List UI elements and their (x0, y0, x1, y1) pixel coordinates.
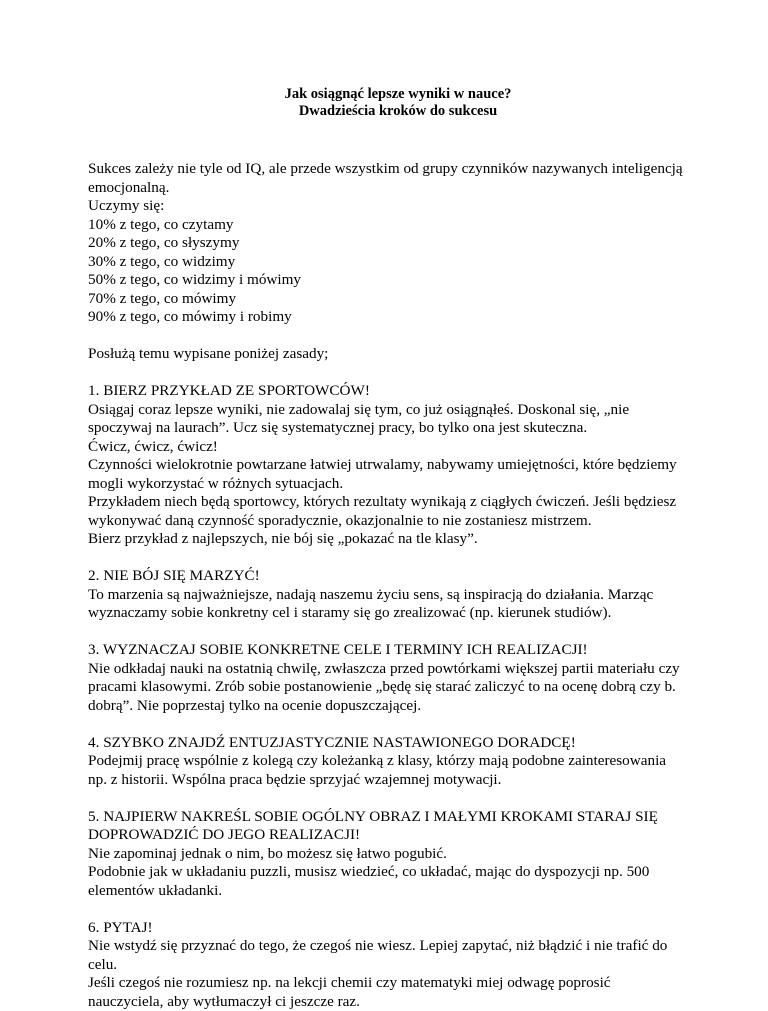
section-heading: 4. SZYBKO ZNAJDŹ ENTUZJASTYCZNIE NASTAWIONEGO DORADCĘ! (88, 734, 688, 753)
document-title (108, 86, 688, 120)
title-line-1: Jak osiągnąć lepsze wyniki w nauce? (108, 86, 688, 103)
section-line: Jeśli czegoś nie rozumiesz np. na lekcji chemii czy matematyki miej odwagę poprosić nauczyciela, aby wytłumaczył ci jeszcze raz. (88, 974, 688, 1011)
section-4 (88, 734, 688, 790)
spacer (88, 327, 688, 346)
learn-item: 30% z tego, co widzimy (88, 253, 688, 272)
learn-label: Uczymy się: (88, 197, 688, 216)
section-line: Nie zapominaj jednak o nim, bo możesz się łatwo pogubić. (88, 845, 688, 864)
section-line: Podejmij pracę wspólnie z kolegą czy koleżanką z klasy, którzy mają podobne zainteresowania np. z historii. Wspólna praca będzie sprzyjać wzajemnej motywacji. (88, 752, 688, 789)
document-page (88, 86, 688, 1011)
section-heading: 2. NIE BÓJ SIĘ MARZYĆ! (88, 567, 688, 586)
intro-block (88, 160, 688, 364)
title-line-2: Dwadzieścia kroków do sukcesu (108, 103, 688, 120)
section-line: To marzenia są najważniejsze, nadają naszemu życiu sens, są inspiracją do działania. Marząc wyznaczamy sobie konkretny cel i staramy się go zrealizować (np. kierunek studiów). (88, 586, 688, 623)
section-line: Przykładem niech będą sportowcy, których rezultaty wynikają z ciągłych ćwiczeń. Jeśli będziesz wykonywać daną czynność sporadycznie, okazjonalnie to nie zostaniesz mistrzem. (88, 493, 688, 530)
section-heading: 5. NAJPIERW NAKREŚL SOBIE OGÓLNY OBRAZ I MAŁYMI KROKAMI STARAJ SIĘ DOPROWADZIĆ DO JEGO REALIZACJI! (88, 808, 688, 845)
section-3 (88, 641, 688, 715)
section-6 (88, 919, 688, 1011)
section-line: Osiągaj coraz lepsze wyniki, nie zadowalaj się tym, co już osiągnąłeś. Doskonal się, „nie spoczywaj na laurach”. Ucz się systematycznej pracy, bo tylko ona jest skuteczna. (88, 401, 688, 438)
section-line: Ćwicz, ćwicz, ćwicz! (88, 438, 688, 457)
section-line: Nie odkładaj nauki na ostatnią chwilę, zwłaszcza przed powtórkami większej partii materiału czy pracami klasowymi. Zrób sobie postanowienie „będę się starać zaliczyć to na ocenę dobrą czy b. dobrą”. Nie poprzestaj tylko na ocenie dopuszczającej. (88, 660, 688, 716)
section-line: Bierz przykład z najlepszych, nie bój się „pokazać na tle klasy”. (88, 530, 688, 549)
section-2 (88, 567, 688, 623)
section-heading: 3. WYZNACZAJ SOBIE KONKRETNE CELE I TERMINY ICH REALIZACJI! (88, 641, 688, 660)
section-heading: 6. PYTAJ! (88, 919, 688, 938)
rules-intro: Posłużą temu wypisane poniżej zasady; (88, 345, 688, 364)
learn-item: 20% z tego, co słyszymy (88, 234, 688, 253)
section-heading: 1. BIERZ PRZYKŁAD ZE SPORTOWCÓW! (88, 382, 688, 401)
learn-item: 50% z tego, co widzimy i mówimy (88, 271, 688, 290)
section-line: Podobnie jak w układaniu puzzli, musisz wiedzieć, co układać, mając do dyspozycji np. 500 elementów układanki. (88, 863, 688, 900)
learn-item: 70% z tego, co mówimy (88, 290, 688, 309)
section-5 (88, 808, 688, 901)
learn-item: 90% z tego, co mówimy i robimy (88, 308, 688, 327)
section-1 (88, 382, 688, 549)
intro-paragraph: Sukces zależy nie tyle od IQ, ale przede wszystkim od grupy czynników nazywanych inteligencją emocjonalną. (88, 160, 688, 197)
section-line: Czynności wielokrotnie powtarzane łatwiej utrwalamy, nabywamy umiejętności, które będziemy mogli wykorzystać w różnych sytuacjach. (88, 456, 688, 493)
section-line: Nie wstydź się przyznać do tego, że czegoś nie wiesz. Lepiej zapytać, niż błądzić i nie trafić do celu. (88, 937, 688, 974)
learn-item: 10% z tego, co czytamy (88, 216, 688, 235)
